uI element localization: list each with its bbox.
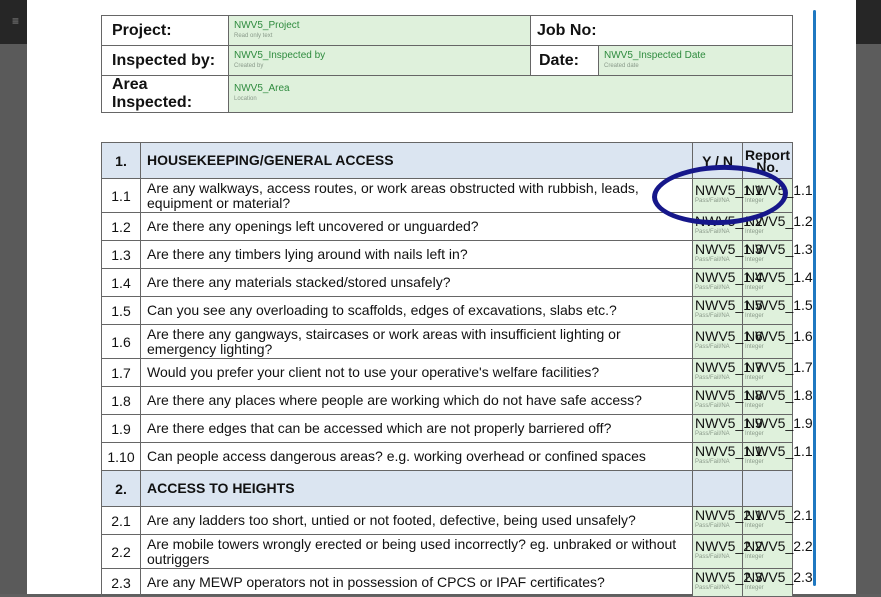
yn-field[interactable]: NWV5_2.3 Pass/Fail/NA: [693, 569, 743, 597]
item-number: 1.3: [102, 241, 141, 269]
item-number: 1.2: [102, 213, 141, 241]
question-text: Are any walkways, access routes, or work areas obstructed with rubbish, leads, equipment or material?: [141, 179, 693, 213]
date-field[interactable]: NWV5_Inspected Date Created date: [599, 46, 793, 76]
yn-field[interactable]: NWV5_1.5 Pass/Fail/NA: [693, 297, 743, 325]
menu-icon[interactable]: ≡: [0, 0, 27, 44]
item-number: 2.3: [102, 569, 141, 597]
question-text: Are there any timbers lying around with nails left in?: [141, 241, 693, 269]
report-no-field[interactable]: NWV5_1.6 Integer: [743, 325, 793, 359]
item-number: 1.6: [102, 325, 141, 359]
area-field[interactable]: NWV5_Area Location: [229, 76, 793, 113]
question-text: Are any MEWP operators not in possession of CPCS or IPAF certificates?: [141, 569, 693, 597]
area-label: Area Inspected:: [102, 76, 229, 113]
yn-field[interactable]: NWV5_1.1 Pass/Fail/NA: [693, 179, 743, 213]
question-text: Can people access dangerous areas? e.g. working overhead or confined spaces: [141, 443, 693, 471]
background-app-topbar: [856, 0, 881, 44]
yn-field[interactable]: NWV5_1.4 Pass/Fail/NA: [693, 269, 743, 297]
yn-field[interactable]: NWV5_1.6 Pass/Fail/NA: [693, 325, 743, 359]
yn-field[interactable]: NWV5_1.8 Pass/Fail/NA: [693, 387, 743, 415]
item-number: 1.7: [102, 359, 141, 387]
inspected-by-field[interactable]: NWV5_Inspected by Created by: [229, 46, 531, 76]
report-no-field[interactable]: NWV5_1.2 Integer: [743, 213, 793, 241]
item-number: 1.8: [102, 387, 141, 415]
report-no-field[interactable]: NWV5_1.1 Integer: [743, 443, 793, 471]
question-text: Can you see any overloading to scaffolds, edges of excavations, slabs etc.?: [141, 297, 693, 325]
yn-field[interactable]: NWV5_2.2 Pass/Fail/NA: [693, 535, 743, 569]
report-no-field[interactable]: NWV5_2.3 Integer: [743, 569, 793, 597]
question-text: Are there edges that can be accessed which are not properly barriered off?: [141, 415, 693, 443]
scroll-indicator[interactable]: [813, 10, 816, 586]
question-text: Are there any materials stacked/stored unsafely?: [141, 269, 693, 297]
report-no-field[interactable]: NWV5_1.1 Integer: [743, 179, 793, 213]
report-no-field[interactable]: NWV5_1.5 Integer: [743, 297, 793, 325]
section-title: HOUSEKEEPING/GENERAL ACCESS: [141, 143, 693, 179]
report-no-field[interactable]: NWV5_1.7 Integer: [743, 359, 793, 387]
question-text: Are there any gangways, staircases or work areas with insufficient lighting or emergency lighting?: [141, 325, 693, 359]
item-number: 2.1: [102, 507, 141, 535]
empty-cell: [693, 471, 743, 507]
table-row: [102, 443, 793, 471]
item-number: 1.4: [102, 269, 141, 297]
question-text: Would you prefer your client not to use your operative's welfare facilities?: [141, 359, 693, 387]
table-row: [102, 415, 793, 443]
yn-field[interactable]: NWV5_1.1 Pass/Fail/NA: [693, 443, 743, 471]
background-app-right: [856, 0, 881, 594]
table-row: [102, 241, 793, 269]
item-number: 1.10: [102, 443, 141, 471]
yn-field[interactable]: NWV5_2.1 Pass/Fail/NA: [693, 507, 743, 535]
item-number: 1.1: [102, 179, 141, 213]
item-number: 2.2: [102, 535, 141, 569]
section-header: [102, 471, 793, 507]
report-no-field[interactable]: NWV5_1.4 Integer: [743, 269, 793, 297]
table-row: [102, 359, 793, 387]
question-text: Are there any openings left uncovered or unguarded?: [141, 213, 693, 241]
question-text: Are any ladders too short, untied or not footed, defective, being used unsafely?: [141, 507, 693, 535]
yn-field[interactable]: NWV5_1.2 Pass/Fail/NA: [693, 213, 743, 241]
table-row: [102, 297, 793, 325]
empty-cell: [743, 471, 793, 507]
report-no-field[interactable]: NWV5_1.3 Integer: [743, 241, 793, 269]
section-number: 1.: [102, 143, 141, 179]
job-no-label: Job No:: [531, 16, 793, 46]
report-column-header: Report No.: [743, 143, 793, 179]
date-label: Date:: [531, 46, 599, 76]
table-row: [102, 325, 793, 359]
yn-column-header: Y / N: [693, 143, 743, 179]
item-number: 1.9: [102, 415, 141, 443]
report-no-field[interactable]: NWV5_2.2 Integer: [743, 535, 793, 569]
yn-field[interactable]: NWV5_1.7 Pass/Fail/NA: [693, 359, 743, 387]
table-row: [102, 507, 793, 535]
section-title: ACCESS TO HEIGHTS: [141, 471, 693, 507]
table-row: [102, 535, 793, 569]
table-row: [102, 387, 793, 415]
yn-field[interactable]: NWV5_1.9 Pass/Fail/NA: [693, 415, 743, 443]
item-number: 1.5: [102, 297, 141, 325]
inspected-by-label: Inspected by:: [102, 46, 229, 76]
header-table: [101, 15, 793, 113]
table-row: [102, 269, 793, 297]
yn-field[interactable]: NWV5_1.3 Pass/Fail/NA: [693, 241, 743, 269]
question-text: Are there any places where people are working which do not have safe access?: [141, 387, 693, 415]
background-app-left: [0, 0, 27, 594]
project-label: Project:: [102, 16, 229, 46]
report-no-field[interactable]: NWV5_2.1 Integer: [743, 507, 793, 535]
report-no-field[interactable]: NWV5_1.9 Integer: [743, 415, 793, 443]
table-row: [102, 569, 793, 597]
project-field[interactable]: NWV5_Project Read only text: [229, 16, 531, 46]
report-no-field[interactable]: NWV5_1.8 Integer: [743, 387, 793, 415]
section-number: 2.: [102, 471, 141, 507]
question-text: Are mobile towers wrongly erected or being used incorrectly? eg. unbraked or without outriggers: [141, 535, 693, 569]
